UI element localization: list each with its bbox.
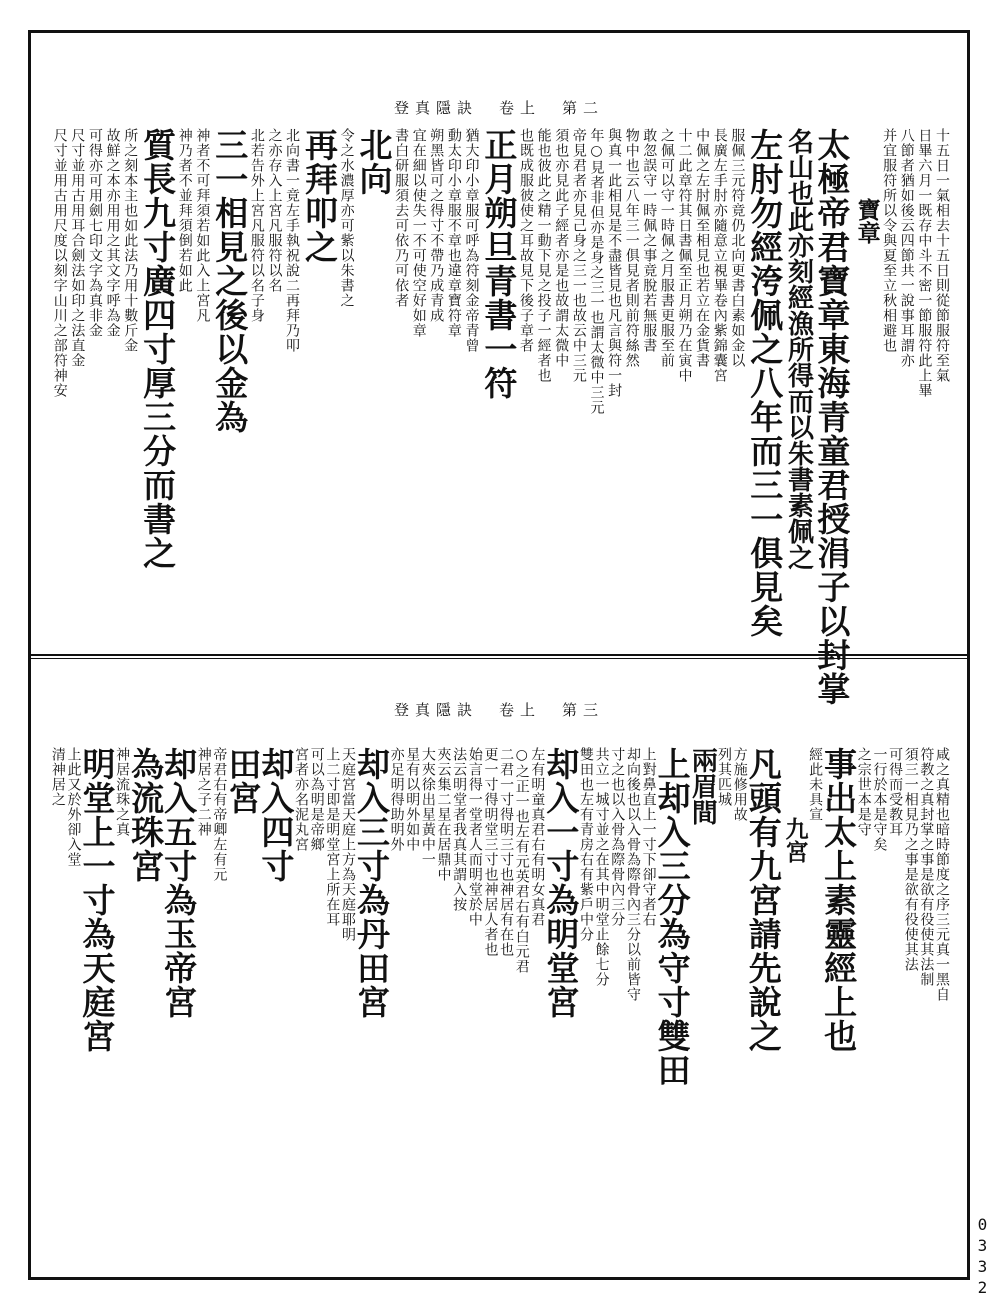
text-column: 凡頭有九宮請先說之 [743,747,783,1053]
text-column: 名山也此亦刻經漁所得而以朱書素佩之 [783,128,814,570]
text-column: 日畢六月一既存中斗不密一節服符此上畢 [916,128,933,398]
text-column: 中佩之左肘佩至相見也若立在金貨書 [694,128,711,368]
text-column: 雙田也左有青房右有紫戶中分 [578,747,595,942]
text-column: 之宗世本是守 [855,747,872,837]
text-column: 寸之也以入骨為際骨內三分 [609,747,626,927]
running-head-top: 登真隱訣 卷上 第二 [393,99,604,117]
text-column: 上此又於外卻入堂 [65,747,82,867]
text-column: 咸之真精也暗時節度之序三元真一黑自 [934,747,950,1002]
text-column: 方施修用故 [731,747,748,822]
text-column: 正月朔旦青書一符 [479,128,519,400]
text-columns-bottom [49,747,949,1252]
text-column: 質長九寸廣四寸厚三分而書之 [138,128,178,570]
text-column: 能也彼此之精一動下見之投子一經者也 [535,128,552,383]
text-column: 夾云集二星在居鼎中 [435,747,452,882]
text-column: 與真一此相見是不盡皆見也凡言與符一封 [606,128,623,398]
text-column: 再拜叩之 [299,128,339,264]
text-column: 尺寸並用古用尺度以刻字山川之部符神安 [51,128,68,398]
text-column: 帝君右有帝卿左有元 [211,747,228,882]
text-column: 長廣左手肘亦隨意立視畢卷內紫錦囊宮 [711,128,728,383]
text-column: 可以為明是帝鄉 [308,747,325,852]
text-column: 更一寸得明堂三寸也神居人者也 [482,747,499,957]
text-column: 須也亦見此子經者亦是也故謂太微中 [553,128,570,368]
text-column: 之亦存入上宮凡服符以名 [266,128,283,293]
text-columns-top [49,128,950,706]
text-column: 所之刻本主也如此法乃用十數斤金 [122,128,139,353]
text-column: 左有明童真君右有明女真君 [529,747,546,927]
text-column: 敢忽誤守一時佩之事竟脫若無服書 [641,128,658,353]
text-column: 可得亦可用劍七印文字為真非金 [86,128,103,338]
text-column: 宮者亦名泥丸宮 [293,747,310,852]
text-column: ○之正一也左有元英君右有白元君 [513,747,530,974]
text-column: 二君一寸得明三寸也神居有在也 [498,747,515,957]
text-column: 大夾徐出星黃中一 [419,747,436,867]
text-column: 北向 [354,128,394,196]
text-column: 帝見君者亦見己身之三一也故云中三元 [570,128,587,383]
text-column: 明堂上一寸為天庭宮 [77,747,117,1053]
text-column: 神居流珠之真 [114,747,131,837]
text-column: 尺寸並用古用耳合劍法如印之法直金 [69,128,86,368]
text-column: 符教之真封掌之事是欲有役使其法制 [918,747,935,987]
section-heading: 九宮 [781,817,809,863]
text-column: 星有以明外如中 [404,747,421,852]
text-column: 北向書一竟左手執祝說二再拜乃叩 [284,128,301,353]
text-column: 并宜服符所以令與夏至立秋相避也 [881,128,898,353]
text-column: 猶大印小章服可呼為符刻金帝青曾 [463,128,480,353]
lower-page-panel [31,658,967,1277]
text-column: 却入一寸為明堂宮 [541,747,581,1019]
text-column: 可得而受教耳 [887,747,904,837]
text-column: 太極帝君寶章東海青童君授涓子以封掌 [812,128,852,706]
text-column: 天庭宮當天庭上方為天庭耶明 [339,747,356,942]
upper-page-panel [31,33,967,706]
text-column: 左肘勿經洿佩之八年而三一俱見矣 [745,128,785,638]
text-column: 也既成服彼使之耳故見下後子章者 [518,128,535,353]
text-column: 共立一城寸並之在其中明堂止餘七分 [593,747,610,987]
text-column: 上二寸即是明堂宮上所在耳 [324,747,341,927]
text-column: 須三一相見乃之事是欲有役使其法 [902,747,919,972]
text-column: 法云明堂者我真其謂入按 [451,747,468,912]
text-column: 物中也云八年三一俱見者則前符絲然 [623,128,640,368]
text-column: 一行於本是守矣 [871,747,888,852]
text-column: 八節者猶如後云四節共一說事耳謂亦 [898,128,915,368]
text-column: 三一相見之後以金為 [210,128,250,434]
text-column: 始言得一堂者人而明堂於中 [466,747,483,927]
text-column: 年○見者非但亦是身之三一也謂太微中三元 [588,128,605,415]
text-column: 動太印小章服不章也違章寶符章 [445,128,462,338]
text-column: 亦足明得助明外 [388,747,405,852]
text-column: 令之水濃厚亦可紫以朱書之 [338,128,355,308]
running-head-bottom: 登真隱訣 卷上 第三 [393,701,604,719]
text-column: 十二此章符其日書佩至正月朔乃在寅中 [676,128,693,383]
text-column: 上對鼻直上一寸下卻守者右 [640,747,657,927]
text-column: 之佩可以守一時佩之月服書更服至前 [658,128,675,368]
text-column: 故鮮之本亦用用之其文字呼為金 [104,128,121,338]
text-column: 田宮 [223,747,263,815]
text-column: 却入四寸 [256,747,296,883]
text-column: 却向後也以入骨為際骨內三分以前皆守 [624,747,641,1002]
text-column: 為流珠宮 [126,747,166,883]
text-column: 經此未具宣 [807,747,824,822]
text-column: 兩眉間 [687,747,718,825]
page-number: 0332 [973,1215,992,1299]
text-column: 十五日一氣相去十五日則從節服符至氣 [934,128,950,383]
text-column: 服佩三元符竟仍北向更書白素如金以 [729,128,746,368]
text-column: 北若告外上宮凡服符以名子身 [248,128,265,323]
text-column: 神者不可拜須若如此入上宮凡 [194,128,211,323]
section-heading: 寶章 [853,198,881,244]
text-column: 宜在細以使失一不可使空好如章 [410,128,427,338]
text-column: 却入三寸為丹田宮 [351,747,391,1019]
text-column: 上却入三分為守寸雙田 [652,747,692,1087]
text-column: 神乃者不並拜須倒若如此 [176,128,193,293]
text-column: 清神居之 [49,747,66,807]
text-column: 却入五寸為玉帝宮 [159,747,199,1019]
text-column: 事出太上素靈經上也 [819,747,859,1053]
text-column: 朔黑皆可之得寸不帶乃成青成 [428,128,445,323]
text-column: 列其匹城 [716,747,733,807]
text-column: 書白研服須去可依乃可依者 [393,128,410,308]
text-column: 神居之子二神 [195,747,212,837]
